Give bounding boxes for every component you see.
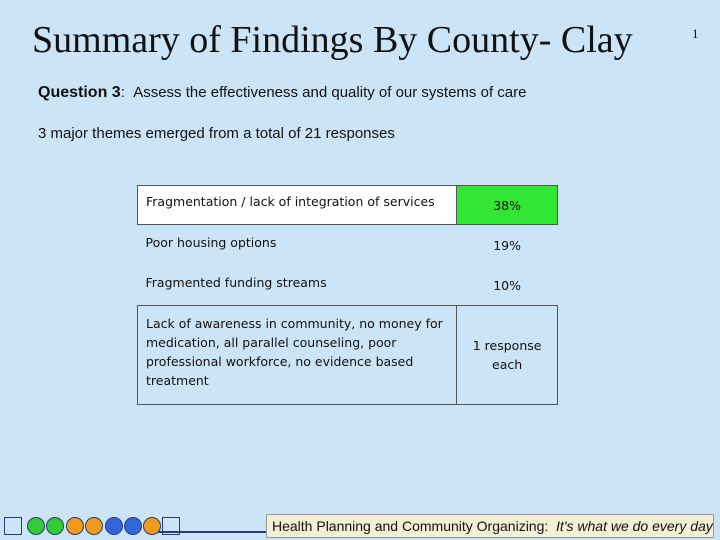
table-row: [138, 306, 558, 405]
dot-icon: [124, 517, 142, 535]
theme-cell: Lack of awareness in community, no money for medication, all parallel counseling, poor professional workforce, no evidence based treatment: [138, 306, 457, 405]
slide-number: 1: [692, 26, 699, 41]
square-icon: [4, 517, 22, 535]
findings-table: [137, 185, 558, 405]
dot-icon: [27, 517, 45, 535]
slide-title: Summary of Findings By County- Clay: [32, 19, 633, 61]
question-colon: :: [120, 84, 134, 101]
footer-tagline: It's what we do every day: [556, 518, 713, 534]
table-row: [138, 225, 558, 266]
theme-cell: Poor housing options: [145, 235, 277, 250]
dot-icon: [105, 517, 123, 535]
theme-cell: Fragmentation / lack of integration of services: [138, 186, 457, 225]
footer-banner: [266, 514, 714, 538]
footer-colon: :: [544, 518, 557, 534]
theme-cell: Fragmented funding streams: [145, 275, 327, 290]
footer-org: Health Planning and Community Organizing: [272, 518, 545, 534]
table-row: [138, 265, 558, 306]
question-label: Question 3: [38, 84, 121, 101]
dot-icon: [66, 517, 84, 535]
summary-text: 3 major themes emerged from a total of 21 responses: [38, 125, 395, 142]
question-text: Assess the effectiveness and quality of our systems of care: [133, 84, 527, 101]
question-line: [38, 84, 526, 102]
dot-icon: [85, 517, 103, 535]
percent-cell: 1 response each: [457, 306, 558, 405]
percent-cell: 38%: [457, 186, 558, 225]
dot-icon: [46, 517, 64, 535]
table-row: [138, 186, 558, 225]
percent-cell: 10%: [493, 277, 521, 293]
footer-divider: [158, 531, 266, 533]
percent-cell: 19%: [493, 237, 521, 253]
